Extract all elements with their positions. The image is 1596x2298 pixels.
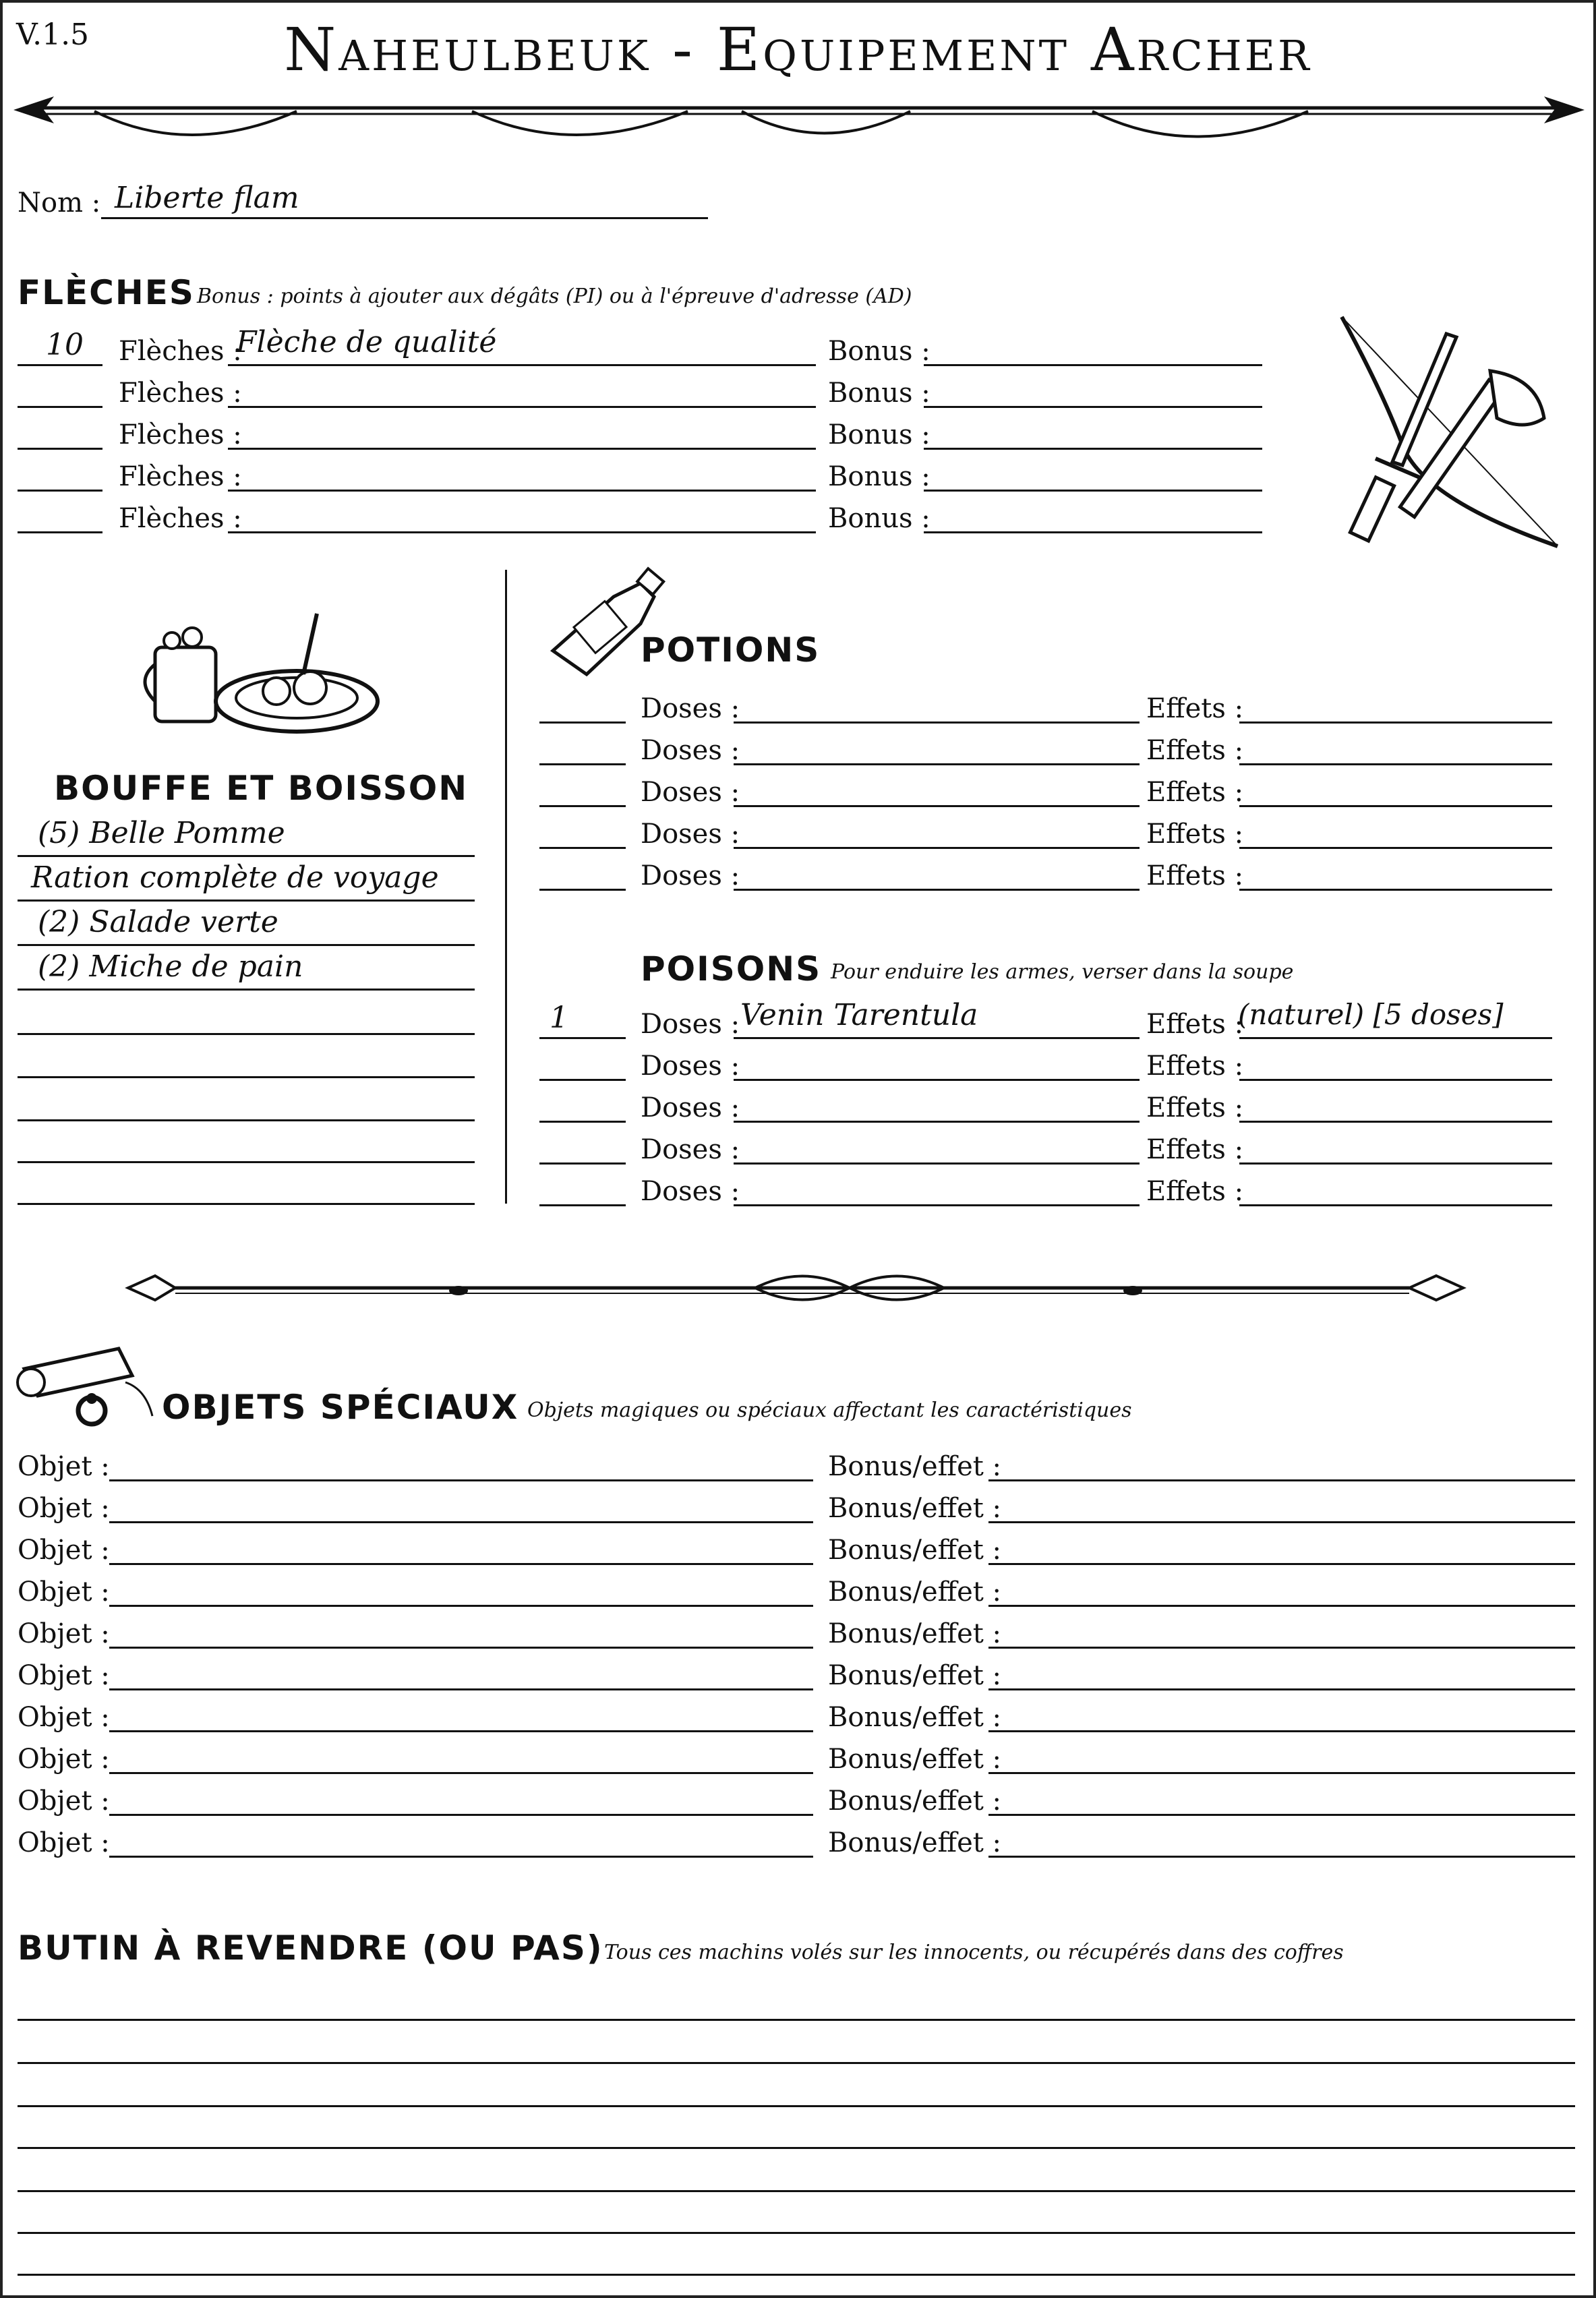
fleches-subtitle: Bonus : points à ajouter aux dégâts (PI) ou à l'épreuve d'adresse (AD) — [197, 285, 912, 308]
bouffe-line — [18, 1203, 475, 1205]
potion-effets-line — [1239, 805, 1552, 807]
butin-subtitle: Tous ces machins volés sur les innocents, ou récupérés dans des coffres — [604, 1941, 1344, 1964]
bonus-effet-line — [988, 1479, 1575, 1481]
bonus-effet-label: Bonus/effet : — [828, 1577, 1002, 1608]
butin-line — [18, 2019, 1575, 2021]
poison-doses-label: Doses : — [641, 1009, 740, 1040]
poisons-heading: POISONS — [641, 949, 822, 989]
objet-label: Objet : — [18, 1493, 110, 1524]
fleches-heading: FLÈCHES — [18, 273, 195, 312]
potion-qty-line — [539, 721, 626, 724]
objet-label: Objet : — [18, 1786, 110, 1817]
bouffe-heading: BOUFFE ET BOISSON — [54, 769, 469, 808]
fleches-bonus-label: Bonus : — [828, 378, 930, 409]
bonus-effet-line — [988, 1563, 1575, 1565]
nom-label: Nom : — [18, 187, 101, 218]
butin-line — [18, 2062, 1575, 2064]
bonus-effet-label: Bonus/effet : — [828, 1493, 1002, 1524]
poison-qty-line — [539, 1162, 626, 1165]
potion-doses-line — [734, 805, 1140, 807]
fleches-label: Flèches : — [119, 336, 242, 367]
butin-line — [18, 2190, 1575, 2192]
fleches-name-line — [228, 448, 816, 450]
objet-label: Objet : — [18, 1577, 110, 1608]
fleches-label: Flèches : — [119, 378, 242, 409]
objet-label: Objet : — [18, 1451, 110, 1482]
column-divider — [505, 570, 507, 1204]
fleches-bonus-line — [924, 448, 1262, 450]
fleches-label: Flèches : — [119, 461, 242, 492]
fleches-name-field[interactable]: Flèche de qualité — [236, 325, 497, 359]
poison-effets-line — [1239, 1162, 1552, 1165]
poison-effets-label: Effets : — [1146, 1009, 1244, 1040]
objet-label: Objet : — [18, 1618, 110, 1649]
bouffe-line — [18, 1161, 475, 1163]
nom-field[interactable]: Liberte flam — [115, 181, 299, 215]
objet-label: Objet : — [18, 1744, 110, 1775]
nom-line — [101, 217, 708, 219]
poisons-subtitle: Pour enduire les armes, verser dans la soupe — [831, 960, 1294, 984]
poison-effets-label: Effets : — [1146, 1176, 1244, 1207]
poison-effets-line — [1239, 1204, 1552, 1206]
objet-line — [109, 1688, 813, 1690]
fleches-bonus-line — [924, 406, 1262, 408]
poison-doses-field[interactable]: Venin Tarentula — [740, 998, 978, 1032]
poison-effets-label: Effets : — [1146, 1051, 1244, 1082]
objet-line — [109, 1814, 813, 1816]
potion-qty-line — [539, 847, 626, 849]
potion-effets-line — [1239, 721, 1552, 724]
objet-label: Objet : — [18, 1827, 110, 1858]
bonus-effet-label: Bonus/effet : — [828, 1660, 1002, 1691]
fleches-qty-field[interactable]: 10 — [46, 328, 84, 362]
potion-qty-line — [539, 763, 626, 765]
butin-line — [18, 2147, 1575, 2149]
fleches-bonus-line — [924, 531, 1262, 533]
fleches-bonus-label: Bonus : — [828, 336, 930, 367]
bonus-effet-line — [988, 1772, 1575, 1774]
page-title: Naheulbeuk - Equipement Archer — [284, 15, 1312, 84]
potion-effets-line — [1239, 847, 1552, 849]
objet-line — [109, 1772, 813, 1774]
poison-doses-line — [734, 1079, 1140, 1081]
potion-effets-label: Effets : — [1146, 819, 1244, 850]
bouffe-line — [18, 989, 475, 991]
potion-doses-label: Doses : — [641, 735, 740, 766]
bonus-effet-line — [988, 1521, 1575, 1523]
scroll-and-ring-icon — [18, 1342, 152, 1430]
bonus-effet-line — [988, 1814, 1575, 1816]
potion-qty-line — [539, 805, 626, 807]
poison-doses-line — [734, 1037, 1140, 1039]
bonus-effet-line — [988, 1647, 1575, 1649]
objet-line — [109, 1856, 813, 1858]
objet-line — [109, 1605, 813, 1607]
potion-doses-label: Doses : — [641, 819, 740, 850]
objets-subtitle: Objets magiques ou spéciaux affectant les caractéristiques — [527, 1398, 1132, 1422]
potion-effets-label: Effets : — [1146, 860, 1244, 891]
bonus-effet-label: Bonus/effet : — [828, 1786, 1002, 1817]
bonus-effet-line — [988, 1730, 1575, 1732]
potion-doses-line — [734, 847, 1140, 849]
bouffe-line — [18, 944, 475, 946]
potion-doses-line — [734, 889, 1140, 891]
bouffe-line — [18, 855, 475, 857]
fleches-bonus-label: Bonus : — [828, 461, 930, 492]
poison-effets-label: Effets : — [1146, 1134, 1244, 1165]
bouffe-line — [18, 900, 475, 902]
bonus-effet-line — [988, 1605, 1575, 1607]
poison-qty-line — [539, 1121, 626, 1123]
bouffe-item-field[interactable]: (2) Miche de pain — [38, 949, 303, 984]
bonus-effet-label: Bonus/effet : — [828, 1618, 1002, 1649]
bonus-effet-label: Bonus/effet : — [828, 1744, 1002, 1775]
fleches-label: Flèches : — [119, 419, 242, 450]
poison-qty-line — [539, 1204, 626, 1206]
objet-line — [109, 1521, 813, 1523]
potion-doses-line — [734, 721, 1140, 724]
objet-line — [109, 1563, 813, 1565]
fleches-bonus-label: Bonus : — [828, 419, 930, 450]
staff-divider-icon — [128, 1261, 1463, 1315]
potions-heading: POTIONS — [641, 630, 821, 670]
bouffe-line — [18, 1033, 475, 1035]
potion-qty-line — [539, 889, 626, 891]
weapons-icon — [1322, 310, 1571, 560]
potion-effets-line — [1239, 763, 1552, 765]
potion-doses-label: Doses : — [641, 693, 740, 724]
poison-effets-line — [1239, 1079, 1552, 1081]
objet-label: Objet : — [18, 1702, 110, 1733]
bouffe-line — [18, 1076, 475, 1078]
poison-qty-line — [539, 1037, 626, 1039]
poison-doses-label: Doses : — [641, 1134, 740, 1165]
fleches-label: Flèches : — [119, 503, 242, 534]
potion-effets-label: Effets : — [1146, 735, 1244, 766]
objet-label: Objet : — [18, 1660, 110, 1691]
poison-qty-line — [539, 1079, 626, 1081]
poison-doses-line — [734, 1121, 1140, 1123]
bouffe-item-field[interactable]: (5) Belle Pomme — [38, 816, 285, 850]
poison-doses-line — [734, 1162, 1140, 1165]
poison-doses-label: Doses : — [641, 1176, 740, 1207]
objet-line — [109, 1479, 813, 1481]
fleches-qty-line — [18, 490, 102, 492]
poison-doses-label: Doses : — [641, 1051, 740, 1082]
butin-line — [18, 2274, 1575, 2276]
butin-line — [18, 2105, 1575, 2107]
bouffe-line — [18, 1119, 475, 1121]
fleches-qty-line — [18, 406, 102, 408]
potion-effets-label: Effets : — [1146, 693, 1244, 724]
bonus-effet-line — [988, 1688, 1575, 1690]
potion-effets-line — [1239, 889, 1552, 891]
fleches-bonus-line — [924, 364, 1262, 366]
objet-line — [109, 1730, 813, 1732]
fleches-name-line — [228, 490, 816, 492]
poison-effets-field[interactable]: (naturel) [5 doses] — [1238, 998, 1504, 1031]
fleches-name-line — [228, 364, 816, 366]
butin-line — [18, 2232, 1575, 2234]
potion-doses-label: Doses : — [641, 777, 740, 808]
objets-heading: OBJETS SPÉCIAUX — [162, 1388, 519, 1427]
food-and-mug-icon — [142, 607, 378, 742]
fleches-qty-line — [18, 531, 102, 533]
fleches-qty-line — [18, 364, 102, 366]
fleches-qty-line — [18, 448, 102, 450]
version-label: V.1.5 — [16, 18, 90, 52]
bonus-effet-label: Bonus/effet : — [828, 1535, 1002, 1566]
poison-effets-line — [1239, 1037, 1552, 1039]
poison-effets-label: Effets : — [1146, 1092, 1244, 1123]
poison-doses-line — [734, 1204, 1140, 1206]
bonus-effet-label: Bonus/effet : — [828, 1451, 1002, 1482]
bouffe-item-field[interactable]: (2) Salade verte — [38, 905, 278, 939]
poison-doses-label: Doses : — [641, 1092, 740, 1123]
fleches-name-line — [228, 531, 816, 533]
bonus-effet-label: Bonus/effet : — [828, 1827, 1002, 1858]
bonus-effet-line — [988, 1856, 1575, 1858]
fleches-bonus-label: Bonus : — [828, 503, 930, 534]
arrow-divider-icon — [13, 84, 1585, 145]
bouffe-item-field[interactable]: Ration complète de voyage — [31, 860, 439, 895]
poison-qty-field[interactable]: 1 — [550, 1001, 568, 1035]
potion-effets-label: Effets : — [1146, 777, 1244, 808]
fleches-name-line — [228, 406, 816, 408]
bonus-effet-label: Bonus/effet : — [828, 1702, 1002, 1733]
potion-doses-label: Doses : — [641, 860, 740, 891]
fleches-bonus-line — [924, 490, 1262, 492]
potion-doses-line — [734, 763, 1140, 765]
objet-line — [109, 1647, 813, 1649]
objet-label: Objet : — [18, 1535, 110, 1566]
poison-effets-line — [1239, 1121, 1552, 1123]
butin-heading: BUTIN À REVENDRE (OU PAS) — [18, 1928, 603, 1968]
